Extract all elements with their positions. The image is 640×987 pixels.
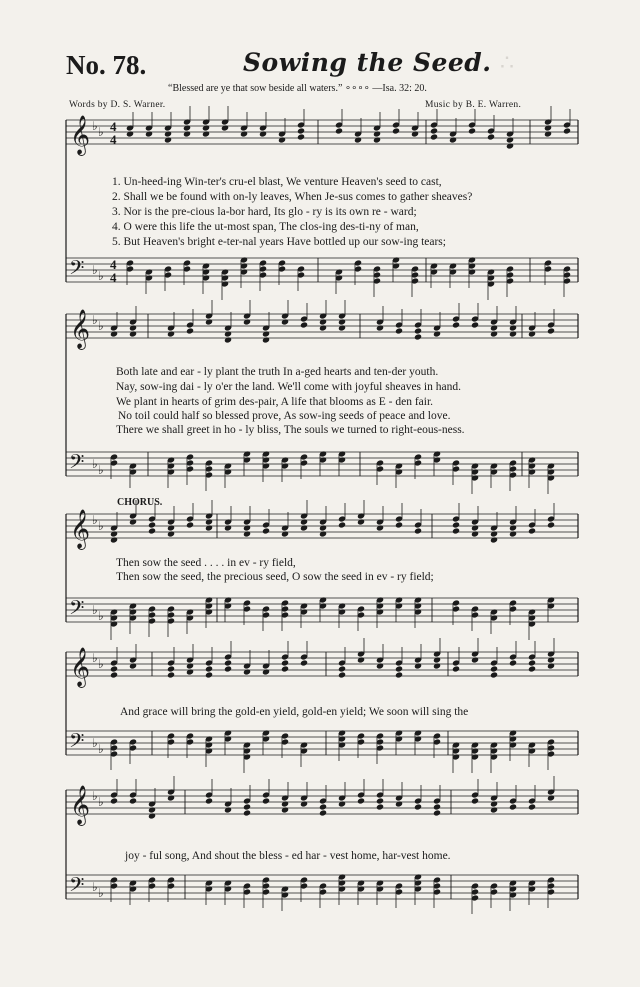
note-head — [224, 336, 232, 343]
note-head — [243, 803, 251, 810]
note-head — [376, 797, 384, 804]
note-head — [129, 797, 137, 804]
note-head — [110, 665, 118, 672]
treble-clef-icon: 𝄞 — [70, 309, 91, 349]
flat-sign-icon: ♭ — [98, 125, 104, 139]
flat-sign-icon: ♭ — [98, 519, 104, 533]
bass-clef-icon: 𝄢 — [69, 450, 85, 478]
note-head — [319, 524, 327, 531]
note-head — [224, 806, 232, 813]
note-head — [433, 809, 441, 816]
note-head — [183, 124, 191, 131]
note-head — [395, 671, 403, 678]
note-head — [392, 127, 400, 134]
note-head — [148, 812, 156, 819]
note-head — [471, 524, 479, 531]
note-head — [129, 330, 137, 337]
note-head — [297, 127, 305, 134]
note-head — [414, 333, 422, 340]
note-head — [186, 662, 194, 669]
note-head — [186, 327, 194, 334]
note-head — [509, 803, 517, 810]
note-head — [452, 665, 460, 672]
note-head — [338, 318, 346, 325]
note-head — [167, 330, 175, 337]
lyric-line: 2. Shall we be found with on-ly leaves, When Je-sus comes to gather sheaves? — [112, 191, 473, 203]
note-head — [262, 797, 270, 804]
time-signature-top: 4 — [110, 119, 117, 134]
note-head — [110, 530, 118, 537]
note-head — [281, 800, 289, 807]
note-head — [376, 803, 384, 810]
lyric-line: 4. O were this life the ut-most span, The clos-ing des-ti-ny of man, — [112, 221, 419, 233]
note-head — [300, 321, 308, 328]
flat-sign-icon: ♭ — [98, 609, 104, 623]
note-head — [319, 324, 327, 331]
note-head — [471, 321, 479, 328]
note-head — [224, 330, 232, 337]
note-head — [262, 527, 270, 534]
note-head — [338, 665, 346, 672]
flat-sign-icon: ♭ — [92, 603, 98, 617]
note-head — [547, 656, 555, 663]
note-head — [490, 665, 498, 672]
flat-sign-icon: ♭ — [98, 742, 104, 756]
note-head — [452, 527, 460, 534]
note-head — [243, 809, 251, 816]
note-head — [319, 809, 327, 816]
flat-sign-icon: ♭ — [98, 886, 104, 900]
note-head — [148, 806, 156, 813]
bass-clef-icon: 𝄢 — [69, 256, 85, 284]
note-head — [281, 530, 289, 537]
flat-sign-icon: ♭ — [92, 513, 98, 527]
note-head — [148, 521, 156, 528]
note-head — [205, 671, 213, 678]
note-head — [430, 127, 438, 134]
note-head — [376, 324, 384, 331]
note-head — [490, 536, 498, 543]
note-head — [471, 530, 479, 537]
lyric-line: 1. Un-heed-ing Win-ter's cru-el blast, We venture Heaven's seed to cast, — [112, 176, 442, 188]
note-head — [205, 318, 213, 325]
note-head — [528, 665, 536, 672]
note-head — [224, 659, 232, 666]
note-head — [129, 518, 137, 525]
note-head — [319, 803, 327, 810]
bass-clef-icon: 𝄢 — [69, 729, 85, 757]
note-head — [506, 142, 514, 149]
note-head — [433, 656, 441, 663]
note-head — [300, 800, 308, 807]
note-head — [183, 130, 191, 137]
music-credit: Music by B. E. Warren. — [425, 100, 522, 110]
note-head — [471, 797, 479, 804]
lyric-line: Then sow the seed . . . . in ev - ry field, — [116, 557, 296, 569]
note-head — [243, 524, 251, 531]
note-head — [281, 806, 289, 813]
note-head — [148, 527, 156, 534]
treble-clef-icon: 𝄞 — [70, 647, 91, 687]
note-head — [414, 662, 422, 669]
note-head — [338, 324, 346, 331]
note-head — [490, 800, 498, 807]
flat-sign-icon: ♭ — [98, 463, 104, 477]
note-head — [509, 330, 517, 337]
note-head — [487, 133, 495, 140]
treble-clef-icon: 𝄞 — [70, 509, 91, 549]
flat-sign-icon: ♭ — [92, 880, 98, 894]
flat-sign-icon: ♭ — [98, 269, 104, 283]
note-head — [373, 136, 381, 143]
note-head — [205, 524, 213, 531]
note-head — [509, 530, 517, 537]
note-head — [338, 521, 346, 528]
note-head — [411, 130, 419, 137]
note-head — [300, 524, 308, 531]
note-head — [544, 130, 552, 137]
note-head — [205, 665, 213, 672]
note-head — [414, 527, 422, 534]
note-head — [126, 130, 134, 137]
note-head — [224, 665, 232, 672]
lyric-line: Both late and ear - ly plant the truth In a-ged hearts and ten-der youth. — [116, 366, 439, 378]
note-head — [433, 803, 441, 810]
note-head — [300, 518, 308, 525]
chorus-label: CHORUS. — [117, 497, 163, 508]
note-head — [202, 124, 210, 131]
note-head — [281, 659, 289, 666]
note-head — [145, 130, 153, 137]
lyric-line: Then sow the seed, the precious seed, O sow the seed in ev - ry field; — [116, 571, 434, 583]
note-head — [468, 127, 476, 134]
note-head — [110, 797, 118, 804]
note-head — [243, 318, 251, 325]
note-head — [357, 797, 365, 804]
flat-sign-icon: ♭ — [92, 263, 98, 277]
note-head — [449, 136, 457, 143]
note-head — [547, 794, 555, 801]
flat-sign-icon: ♭ — [98, 795, 104, 809]
note-head — [430, 133, 438, 140]
note-head — [243, 530, 251, 537]
time-signature-bottom: 4 — [110, 132, 117, 147]
note-head — [186, 668, 194, 675]
lyric-line: 5. But Heaven's bright e-ter-nal years Have bottled up our sow-ing tears; — [112, 236, 446, 248]
lyric-line: No toil could half so blessed prove, As sow-ing seeds of peace and love. — [118, 410, 451, 422]
note-head — [433, 662, 441, 669]
note-head — [338, 671, 346, 678]
note-head — [164, 130, 172, 137]
lyric-line: There we shall greet in ho - ly bliss, The souls we turned to right-eous-ness. — [116, 424, 465, 436]
note-head — [547, 327, 555, 334]
flat-sign-icon: ♭ — [92, 736, 98, 750]
flat-sign-icon: ♭ — [92, 119, 98, 133]
note-head — [547, 521, 555, 528]
flat-sign-icon: ♭ — [92, 651, 98, 665]
hymn-title: Sowing the Seed. — [243, 48, 492, 77]
note-head — [490, 671, 498, 678]
words-credit: Words by D. S. Warner. — [69, 100, 166, 110]
note-head — [129, 662, 137, 669]
note-head — [129, 324, 137, 331]
treble-clef-icon: 𝄞 — [70, 785, 91, 825]
note-head — [528, 527, 536, 534]
bass-clef-icon: 𝄢 — [69, 596, 85, 624]
treble-clef-icon: 𝄞 — [70, 115, 91, 155]
note-head — [452, 521, 460, 528]
note-head — [205, 518, 213, 525]
note-head — [164, 136, 172, 143]
flat-sign-icon: ♭ — [92, 789, 98, 803]
note-head — [490, 806, 498, 813]
note-head — [281, 318, 289, 325]
note-head — [376, 524, 384, 531]
note-head — [563, 127, 571, 134]
note-head — [300, 659, 308, 666]
note-head — [357, 656, 365, 663]
note-head — [335, 127, 343, 134]
note-head — [528, 803, 536, 810]
note-head — [490, 330, 498, 337]
note-head — [452, 321, 460, 328]
note-head — [509, 659, 517, 666]
note-head — [281, 665, 289, 672]
note-head — [110, 330, 118, 337]
note-head — [278, 136, 286, 143]
note-head — [471, 656, 479, 663]
flat-sign-icon: ♭ — [98, 657, 104, 671]
flat-sign-icon: ♭ — [98, 319, 104, 333]
note-head — [167, 524, 175, 531]
flat-sign-icon: ♭ — [92, 457, 98, 471]
note-head — [490, 530, 498, 537]
note-head — [433, 330, 441, 337]
note-head — [528, 659, 536, 666]
note-head — [240, 130, 248, 137]
note-head — [528, 330, 536, 337]
scripture-epigraph: “Blessed are ye that sow beside all waters.” ∘∘∘∘ —Isa. 32: 20. — [168, 83, 427, 94]
time-signature-top: 4 — [110, 257, 117, 272]
note-head — [354, 136, 362, 143]
hymn-number: No. 78. — [66, 50, 147, 80]
lyric-line: joy - ful song, And shout the bless - ed har - vest home, har-vest home. — [125, 850, 451, 862]
lyric-line: 3. Nor is the pre-cious la-bor hard, Its glo - ry is its own re - ward; — [112, 206, 417, 218]
note-head — [167, 530, 175, 537]
note-head — [395, 327, 403, 334]
note-head — [547, 662, 555, 669]
note-head — [338, 800, 346, 807]
note-head — [376, 662, 384, 669]
bleed-through-mark: ∴ — [500, 50, 514, 75]
note-head — [167, 671, 175, 678]
lyric-line: Nay, sow-ing dai - ly o'er the land. We'll come with joyful sheaves in hand. — [116, 381, 461, 393]
note-head — [221, 124, 229, 131]
note-head — [262, 336, 270, 343]
note-head — [202, 130, 210, 137]
note-head — [373, 130, 381, 137]
note-head — [319, 318, 327, 325]
note-head — [357, 518, 365, 525]
note-head — [319, 530, 327, 537]
lyric-line: And grace will bring the gold-en yield, gold-en yield; We soon will sing the — [120, 706, 469, 718]
note-head — [259, 130, 267, 137]
note-head — [490, 324, 498, 331]
note-head — [110, 536, 118, 543]
note-head — [262, 330, 270, 337]
note-head — [544, 124, 552, 131]
flat-sign-icon: ♭ — [92, 313, 98, 327]
note-head — [414, 327, 422, 334]
note-head — [395, 521, 403, 528]
note-head — [205, 797, 213, 804]
note-head — [395, 665, 403, 672]
time-signature-bottom: 4 — [110, 270, 117, 285]
note-head — [224, 524, 232, 531]
note-head — [509, 524, 517, 531]
note-head — [167, 794, 175, 801]
bass-clef-icon: 𝄢 — [69, 873, 85, 901]
note-head — [243, 668, 251, 675]
note-head — [509, 324, 517, 331]
note-head — [262, 668, 270, 675]
note-head — [414, 803, 422, 810]
lyric-line: We plant in hearts of grim des-pair, A life that blooms as E - den fair. — [116, 396, 434, 408]
note-head — [167, 665, 175, 672]
note-head — [395, 800, 403, 807]
note-head — [110, 671, 118, 678]
note-head — [297, 133, 305, 140]
note-head — [186, 521, 194, 528]
note-head — [506, 136, 514, 143]
